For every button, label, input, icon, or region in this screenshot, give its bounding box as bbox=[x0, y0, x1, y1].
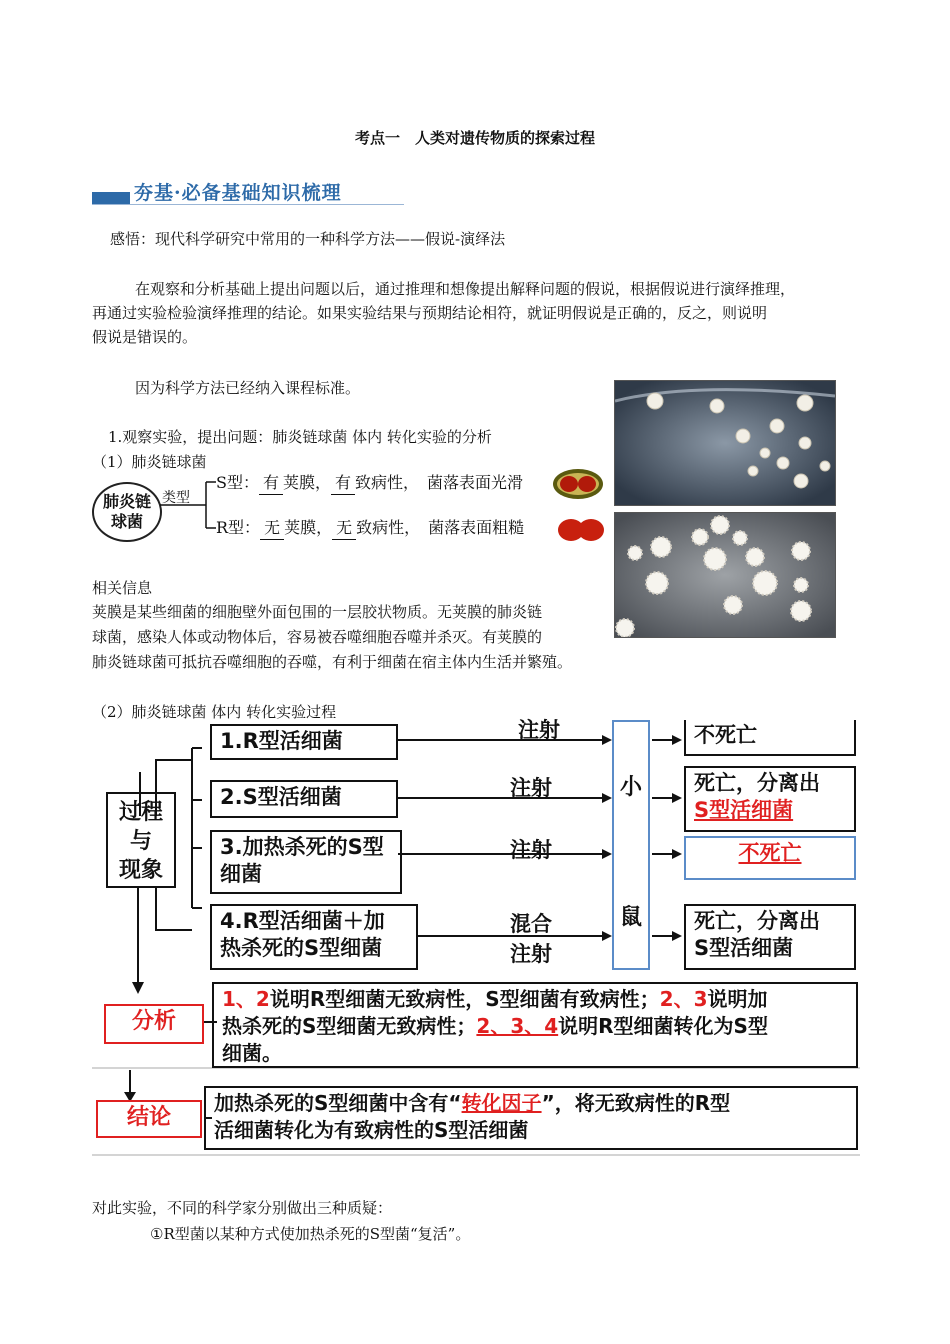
process-label-line1: 过程 bbox=[118, 800, 163, 825]
inject-label-1: 注射 bbox=[518, 718, 560, 742]
paragraph-line-1: 在观察和分析基础上提出问题以后，通过推理和想像提出解释问题的假说，根据假说进行演绎推理， bbox=[135, 280, 796, 298]
mix-label: 混合 bbox=[510, 912, 552, 936]
info-line-1: 荚膜是某些细菌的细胞壁外面包围的一层胶状物质。无荚膜的肺炎链 bbox=[92, 603, 543, 621]
paragraph-line-2: 再通过实验检验演绎推理的结论。如果实验结果与预期结论相符，就证明假说是正确的，反之，则说明 bbox=[92, 304, 768, 322]
conclusion-keyword: 转化因子 bbox=[461, 1091, 542, 1115]
r-capsule-answer: 无 bbox=[260, 517, 284, 540]
step1-heading: 1.观察实验，提出问题：肺炎链球菌 体内 转化实验的分析 bbox=[108, 428, 492, 446]
section-banner bbox=[92, 178, 404, 206]
s-colony-photo bbox=[614, 380, 836, 506]
info-line-2: 球菌，感染人体或动物体后，容易被吞噬细胞吞噬并杀灭。有荚膜的 bbox=[92, 628, 543, 646]
conclusion-label-box: 结论 bbox=[96, 1100, 202, 1138]
process-label-line3: 现象 bbox=[118, 858, 163, 883]
result-2-line1: 死亡，分离出 bbox=[694, 771, 820, 795]
experiment-1-box: 1.R型活细菌 bbox=[210, 724, 398, 760]
question-1: ①R型菌以某种方式使加热杀死的S型菌“复活”。 bbox=[150, 1225, 471, 1243]
s-type-line bbox=[216, 472, 523, 495]
r-type-tail: 致病性， 菌落表面粗糙 bbox=[356, 518, 525, 537]
type-label: 类型 bbox=[162, 490, 190, 506]
analysis-box bbox=[212, 982, 858, 1068]
result-2-box bbox=[684, 766, 856, 832]
r-capsule-text: 荚膜， bbox=[284, 518, 333, 537]
question-intro: 对此实验，不同的科学家分别做出三种质疑： bbox=[92, 1199, 393, 1217]
mouse-label-top: 小 bbox=[620, 775, 643, 800]
insight-text: 感悟：现代科学研究中常用的一种科学方法——假说-演绎法 bbox=[110, 230, 506, 248]
info-title: 相关信息 bbox=[92, 579, 153, 597]
analysis-text-5: 细菌。 bbox=[222, 1041, 282, 1065]
s-capsule-text: 荚膜， bbox=[282, 473, 331, 492]
experiment-4-line2: 热杀死的S型细菌 bbox=[220, 936, 383, 960]
s-type-prefix: S型： bbox=[216, 473, 259, 492]
inject-label-4: 注射 bbox=[510, 942, 552, 966]
analysis-ref-1: 1、2 bbox=[222, 987, 270, 1011]
bacteria-name-line1: 肺炎链 bbox=[102, 492, 151, 511]
banner-text: 夯基·必备基础知识梳理 bbox=[134, 182, 342, 204]
s-pathogen-answer: 有 bbox=[331, 472, 355, 495]
result-3-box bbox=[684, 836, 856, 880]
page-title: 考点一 人类对遗传物质的探索过程 bbox=[354, 129, 595, 147]
paragraph-curriculum: 因为科学方法已经纳入课程标准。 bbox=[135, 379, 361, 397]
conclusion-text-3: 活细菌转化为有致病性的S型活细菌 bbox=[214, 1118, 529, 1142]
experiment-3-box bbox=[210, 830, 402, 894]
experiment-4-line1: 4.R型活细菌＋加 bbox=[220, 909, 385, 933]
conclusion-text-1: 加热杀死的S型细菌中含有“ bbox=[214, 1091, 462, 1115]
analysis-ref-3: 2、3、4 bbox=[476, 1014, 559, 1038]
experiment-2-box: 2.S型活细菌 bbox=[210, 780, 398, 818]
transformation-flowchart bbox=[92, 720, 860, 1156]
result-4-line2: S型活细菌 bbox=[694, 936, 794, 960]
experiment-3-line2: 细菌 bbox=[220, 862, 262, 886]
r-colony-image bbox=[615, 513, 835, 637]
banner-underline bbox=[92, 204, 404, 205]
banner-bar bbox=[92, 192, 130, 204]
r-pathogen-answer: 无 bbox=[332, 517, 356, 540]
r-type-prefix: R型： bbox=[216, 518, 261, 537]
result-2-line2: S型活细菌 bbox=[694, 798, 794, 822]
s-capsule-answer: 有 bbox=[259, 472, 283, 495]
analysis-text-2: 说明加 bbox=[707, 987, 768, 1011]
r-type-bacteria-icon bbox=[556, 517, 606, 543]
info-line-3: 肺炎链球菌可抵抗吞噬细胞的吞噬，有利于细菌在宿主体内生活并繁殖。 bbox=[92, 653, 573, 671]
analysis-text-1: 说明R型细菌无致病性，S型细菌有致病性； bbox=[269, 987, 660, 1011]
paragraph-line-3: 假说是错误的。 bbox=[92, 328, 198, 346]
result-1-box: 不死亡 bbox=[684, 720, 856, 756]
mouse-label-bottom: 鼠 bbox=[620, 905, 643, 930]
experiment-3-line1: 3.加热杀死的S型 bbox=[220, 835, 384, 859]
inject-label-2: 注射 bbox=[510, 776, 552, 800]
s-colony-image bbox=[615, 381, 835, 505]
mouse-box bbox=[612, 720, 650, 970]
conclusion-text-2: ”，将无致病性的R型 bbox=[541, 1091, 731, 1115]
result-4-line1: 死亡，分离出 bbox=[694, 909, 820, 933]
r-colony-photo bbox=[614, 512, 836, 638]
sub2-heading: （2）肺炎链球菌 体内 转化实验过程 bbox=[92, 703, 337, 721]
process-label-box bbox=[106, 792, 176, 888]
bacteria-name-line2: 球菌 bbox=[110, 512, 143, 531]
conclusion-box bbox=[204, 1086, 858, 1150]
process-label-line2: 与 bbox=[129, 829, 152, 854]
analysis-text-4: 说明R型细菌转化为S型 bbox=[558, 1014, 768, 1038]
result-3-text: 不死亡 bbox=[738, 841, 802, 865]
experiment-4-box bbox=[210, 904, 418, 970]
analysis-ref-2: 2、3 bbox=[659, 987, 708, 1011]
analysis-text-3: 热杀死的S型细菌无致病性； bbox=[222, 1014, 477, 1038]
s-type-bacteria-icon bbox=[552, 468, 604, 500]
sub1-heading: （1）肺炎链球菌 bbox=[92, 453, 207, 471]
inject-label-3: 注射 bbox=[510, 838, 552, 862]
bacteria-name-oval bbox=[92, 482, 162, 542]
s-type-tail: 致病性， 菌落表面光滑 bbox=[355, 473, 524, 492]
result-4-box bbox=[684, 904, 856, 970]
analysis-label-box: 分析 bbox=[104, 1004, 204, 1044]
r-type-line bbox=[216, 517, 524, 540]
